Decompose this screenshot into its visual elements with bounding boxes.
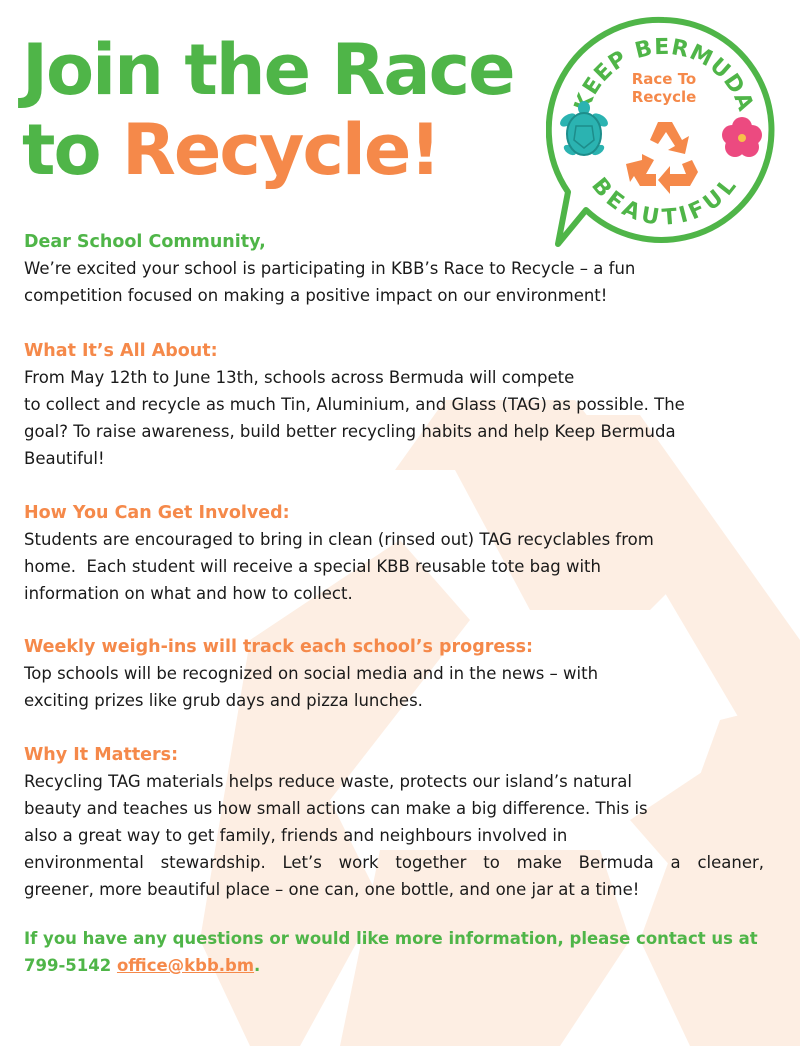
matters-text (24, 768, 764, 903)
logo-center-line2: Recycle (631, 88, 697, 106)
contact-end: . (254, 956, 261, 975)
weekly-heading: Weekly weigh-ins will track each school’s progress: (24, 637, 534, 657)
greeting-line: competition focused on making a positive impact on our environment! (24, 286, 608, 305)
contact-text (24, 925, 764, 979)
logo-center-line1: Race To (631, 70, 697, 88)
contact-section (24, 925, 764, 979)
about-heading: What It’s All About: (24, 341, 218, 361)
contact-line2 (24, 952, 764, 979)
weekly-line: exciting prizes like grub days and pizza lunches. (24, 691, 423, 710)
involved-line: information on what and how to collect. (24, 584, 353, 603)
contact-line1: If you have any questions or would like more information, please contact us at (24, 929, 758, 948)
involved-section (24, 500, 764, 607)
page-title (22, 30, 514, 190)
greeting-heading: Dear School Community, (24, 232, 266, 252)
about-line: goal? To raise awareness, build better recycling habits and help Keep Bermuda (24, 422, 676, 441)
about-section (24, 338, 764, 472)
weekly-line: Top schools will be recognized on social media and in the news – with (24, 664, 599, 683)
matters-section (24, 742, 764, 903)
matters-heading: Why It Matters: (24, 745, 179, 765)
title-line2-accent: Recycle! (121, 109, 440, 191)
involved-text (24, 526, 764, 607)
about-text (24, 364, 764, 472)
title-line2-prefix: to (22, 109, 122, 191)
matters-line: Recycling TAG materials helps reduce waste, protects our island’s natural (24, 772, 632, 791)
about-line: From May 12th to June 13th, schools across Bermuda will compete (24, 368, 575, 387)
logo-arc-bottom: BEAUTIFUL (586, 173, 742, 231)
weekly-text (24, 660, 764, 714)
weekly-section (24, 634, 764, 714)
about-line: to collect and recycle as much Tin, Aluminium, and Glass (TAG) as possible. The (24, 395, 685, 414)
involved-line: home. Each student will receive a special KBB reusable tote bag with (24, 557, 601, 576)
involved-heading: How You Can Get Involved: (24, 503, 290, 523)
matters-line: greener, more beautiful place – one can, one bottle, and one jar at a time! (24, 880, 640, 899)
contact-phone: 799-5142 (24, 956, 117, 975)
matters-line: environmental stewardship. Let’s work together to make Bermuda a cleaner, (24, 853, 764, 872)
kbb-logo (546, 14, 782, 250)
logo-arc-top: EEP BERMUDA (578, 34, 758, 116)
involved-line: Students are encouraged to bring in clean (rinsed out) TAG recyclables from (24, 530, 654, 549)
greeting-line: We’re excited your school is participating in KBB’s Race to Recycle – a fun (24, 259, 636, 278)
matters-line: also a great way to get family, friends and neighbours involved in (24, 826, 568, 845)
contact-email-link[interactable]: office@kbb.bm (116, 956, 255, 975)
about-line: Beautiful! (24, 449, 105, 468)
title-line1: Join the Race (22, 29, 514, 111)
greeting-text (24, 255, 764, 309)
matters-line: beauty and teaches us how small actions can make a big difference. This is (24, 799, 648, 818)
